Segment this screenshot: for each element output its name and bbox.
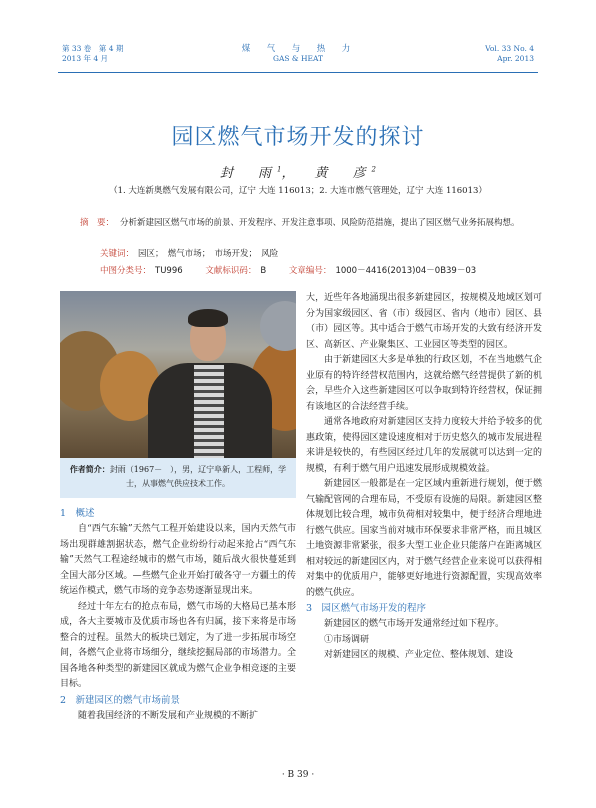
issue-date-en: Apr. 2013 (497, 54, 534, 63)
journal-name-cn: 煤 气 与 热 力 (241, 44, 355, 54)
abstract (80, 216, 520, 230)
paragraph: 新建园区一般都是在一定区域内重新进行规划，便于燃气输配管网的合理布局，不受原有设施的局限。新建园区整体规划比较合理，城市负荷相对较集中，便于经济合理地进行燃气供应。国家当前对城市环保要求非常严格，而且城区土地资源非常紧张，很多大型工业企业只能落户在距离城区相对较远的新建园区内，对于燃气经营企业来说可以获得相对集中的优质用户，能够更好地进行资源配置，实现高效率的燃气供应。 (306, 479, 542, 598)
abstract-label: 摘 要： (80, 218, 115, 228)
author-affil-mark: 2 (371, 165, 376, 174)
left-column (60, 506, 296, 724)
journal-volume-header-en (485, 44, 534, 64)
paragraph: 对新建园区的规模、产业定位、整体规划、建设 (324, 650, 514, 660)
doc-code-label: 文献标识码： (205, 266, 257, 276)
section-heading: 1 概述 (60, 508, 95, 519)
paragraph: 经过十年左右的抢点布局，燃气市场的大格局已基本形成，各大主要城市及优质市场也各有归属，接下来将是市场整合的过程。虽然大的板块已划定，为了进一步拓展市场空间，各燃气企业将市场细分，继续挖掘局部的市场潜力。全国各地各种类型的新建园区就成为燃气企业争相竞逐的主要目标。 (60, 601, 296, 689)
author-bio-label: 作者简介： (69, 464, 110, 474)
abstract-text: 分析新建园区燃气市场的前景、开发程序、开发注意事项、风险防范措施，提出了园区燃气业务拓展构想。 (120, 218, 520, 228)
paragraph: 新建园区的燃气市场开发通常经过如下程序。 (324, 619, 505, 629)
author-bio (60, 458, 296, 498)
volume-issue-en: Vol. 33 No. 4 (485, 44, 534, 53)
clc-value: TU996 (155, 266, 183, 276)
affiliation: （1. 大连新奥燃气发展有限公司，辽宁 大连 116013；2. 大连市燃气管理处，辽宁 大连 116013） (109, 186, 487, 196)
author-affil-mark: 1 (277, 165, 282, 174)
doc-code-value: B (260, 266, 267, 276)
article-no-value: 1000－4416(2013)04－0B39－03 (335, 266, 477, 276)
volume-issue: 第 33 卷 第 4 期 (62, 44, 124, 53)
section-heading: 3 园区燃气市场开发的程序 (306, 603, 427, 614)
paragraph: 通常各地政府对新建园区支持力度较大并给予较多的优惠政策，使得园区建设速度相对于历史悠久的城市发展进程来讲是较快的，有些园区经过几年的发展就可以达到一定的规模，有利于燃气用户迅速发展形成规模效益。 (306, 417, 542, 474)
paragraph: 自“西气东输”天然气工程开始建设以来，国内天然气市场出现群雄割据状态，燃气企业纷纷行动起来抢占“西气东输”天然气工程途经城市的燃气市场，随后战火很快蔓延到全国大部分区域。—些燃气企业开始打破各守一方疆土的传统运作模式，燃气市场的竞争态势逐渐显现出来。 (60, 524, 296, 596)
classification-line (100, 264, 484, 276)
article-no-label: 文章编号： (288, 266, 332, 276)
author-name: 封 雨 (220, 166, 278, 181)
author-list: 封 雨$^1$， 黄 彦$^2$ (220, 165, 376, 181)
article-title: 园区燃气市场开发的探讨 (171, 125, 425, 150)
section-heading: 2 新建园区的燃气市场前景 (60, 694, 181, 706)
issue-date: 2013 年 4 月 (62, 54, 109, 63)
list-item: ①市场调研 (324, 634, 370, 645)
paragraph: 大，近些年各地涌现出很多新建园区，按规模及地域区划可分为国家级园区、省（市）级园区、省内（地市）园区、县（市）园区等。其中适合于燃气市场开发的大致有经济开发区、高新区、产业聚集区、工业园区等类型的园区。 (306, 293, 542, 350)
author-bio-text: 封雨（1967－ ），男，辽宁阜新人，工程师，学士，从事燃气供应技术工作。 (109, 465, 287, 488)
keywords (100, 247, 286, 259)
keywords-text: 园区； 燃气市场； 市场开发； 风险 (138, 249, 279, 259)
author-name: 黄 彦 (314, 166, 372, 181)
header-rule (58, 72, 538, 73)
page-number: · B 39 · (281, 770, 315, 780)
paragraph: 由于新建园区大多是单独的行政区划，不在当地燃气企业原有的特许经营权范围内，这就给燃气经营提供了新的机会，早些介入这些新建园区可以争取到特许经营权，保证拥有该地区的合法经营手续。 (306, 355, 542, 412)
keywords-label: 关键词： (100, 249, 135, 259)
paragraph: 随着我国经济的不断发展和产业规模的不断扩 (78, 710, 259, 721)
right-column (306, 291, 542, 664)
journal-name-en: GAS & HEAT (272, 54, 323, 63)
clc-label: 中图分类号： (100, 266, 152, 276)
author-photo (60, 291, 296, 458)
